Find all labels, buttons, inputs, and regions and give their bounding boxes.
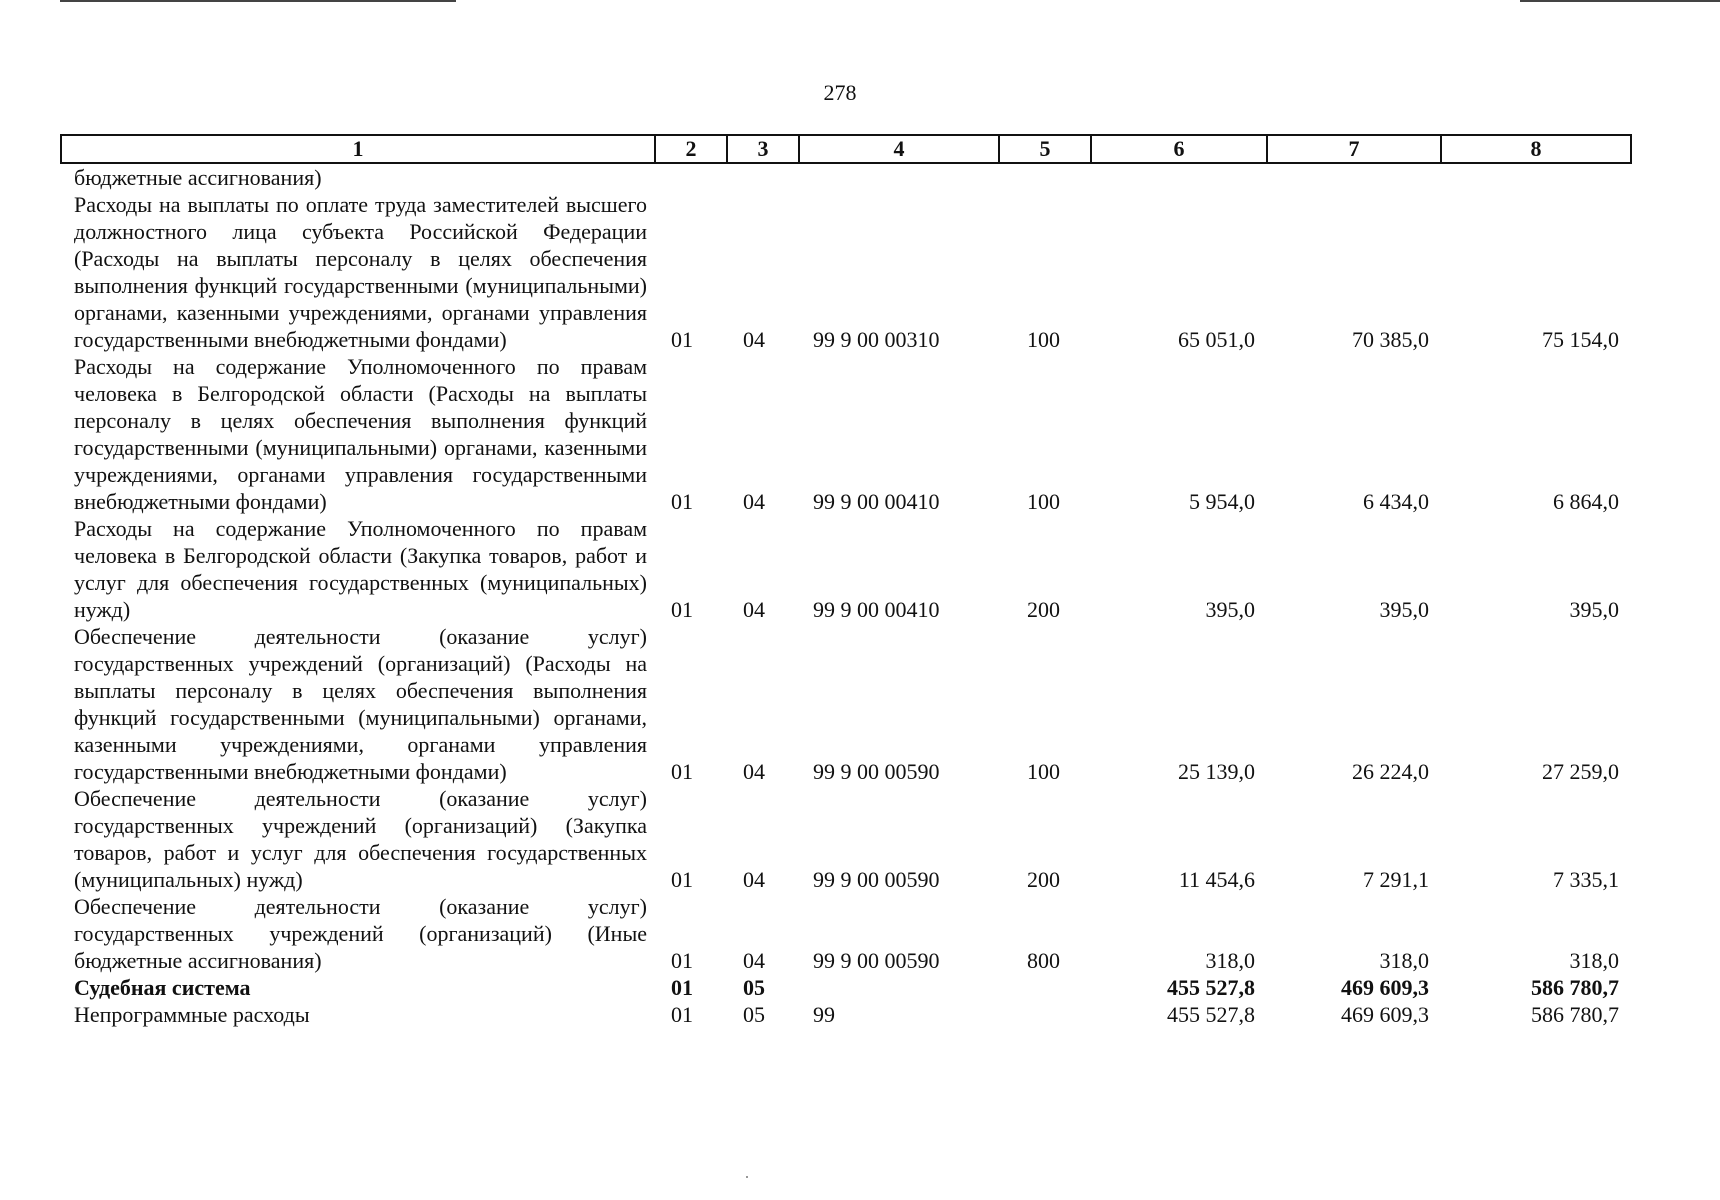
row-subsection: 04: [743, 597, 765, 622]
row-section: 01: [671, 489, 693, 514]
row-target-article: 99 9 00 00590: [813, 948, 940, 973]
row-expense-type: [999, 1001, 1091, 1028]
row-description: Непрограммные расходы: [74, 1002, 310, 1027]
table-row: [61, 623, 1631, 785]
row-section: 01: [671, 867, 693, 892]
row-description: Расходы на содержание Уполномоченного по правам человека в Белгородской области (Расходы на выплаты персоналу в целях обеспечения выполнения функций государственными (муниципальными) органами, казенными учреждениями, органами управления государственными внебюджетными фондами): [74, 354, 647, 514]
row-section: 01: [671, 327, 693, 352]
budget-table: [60, 134, 1632, 1028]
row-description: Обеспечение деятельности (оказание услуг) государственных учреждений (организаций) (Закупка товаров, работ и услуг для обеспечения государственных (муниципальных) нужд): [74, 786, 647, 892]
row-amount-col6: 318,0: [1205, 948, 1255, 973]
row-section: 01: [671, 759, 693, 784]
row-amount-col7: 6 434,0: [1363, 489, 1429, 514]
row-amount-col6: 395,0: [1205, 597, 1255, 622]
scan-speck: [746, 1176, 748, 1178]
row-expense-type: 100: [1027, 327, 1060, 352]
row-amount-col8: 7 335,1: [1553, 867, 1619, 892]
row-amount-col8: [1441, 163, 1631, 191]
row-amount-col6: [1091, 163, 1267, 191]
row-amount-col8: 6 864,0: [1553, 489, 1619, 514]
row-amount-col8: 75 154,0: [1542, 327, 1619, 352]
column-header-3: 3: [727, 135, 799, 163]
row-amount-col8: 586 780,7: [1531, 975, 1619, 1000]
row-amount-col7: 70 385,0: [1352, 327, 1429, 352]
row-expense-type: [999, 974, 1091, 1001]
row-subsection: 04: [743, 489, 765, 514]
row-target-article: 99 9 00 00590: [813, 759, 940, 784]
row-section: 01: [671, 975, 693, 1000]
row-expense-type: 200: [1027, 597, 1060, 622]
row-target-article: [799, 163, 999, 191]
row-amount-col7: 7 291,1: [1363, 867, 1429, 892]
row-amount-col6: 25 139,0: [1178, 759, 1255, 784]
table-row: [61, 163, 1631, 191]
row-amount-col7: 469 609,3: [1341, 1002, 1429, 1027]
row-subsection: 05: [743, 1002, 765, 1027]
row-expense-type: 100: [1027, 489, 1060, 514]
table-row: [61, 1001, 1631, 1028]
column-header-7: 7: [1267, 135, 1441, 163]
row-amount-col6: 5 954,0: [1189, 489, 1255, 514]
column-header-2: 2: [655, 135, 727, 163]
table-row: [61, 353, 1631, 515]
row-amount-col6: 455 527,8: [1167, 975, 1255, 1000]
row-amount-col7: [1267, 163, 1441, 191]
row-section: 01: [671, 597, 693, 622]
row-description: Обеспечение деятельности (оказание услуг) государственных учреждений (организаций) (Расходы на выплаты персоналу в целях обеспечения выполнения функций государственными (муниципальными) органами, казенными учреждениями, органами управления государственными внебюджетными фондами): [74, 624, 647, 784]
row-target-article: [799, 974, 999, 1001]
row-amount-col6: 65 051,0: [1178, 327, 1255, 352]
table-row-section-total: [61, 974, 1631, 1001]
row-section: 01: [671, 1002, 693, 1027]
header-row: [61, 135, 1631, 163]
column-header-6: 6: [1091, 135, 1267, 163]
table-row: [61, 785, 1631, 893]
row-target-article: 99 9 00 00590: [813, 867, 940, 892]
row-expense-type: 200: [1027, 867, 1060, 892]
row-amount-col8: 395,0: [1569, 597, 1619, 622]
table-row: [61, 515, 1631, 623]
row-subsection: 05: [743, 975, 765, 1000]
row-amount-col7: 26 224,0: [1352, 759, 1429, 784]
row-amount-col7: 395,0: [1379, 597, 1429, 622]
row-subsection: 04: [743, 327, 765, 352]
row-amount-col8: 318,0: [1569, 948, 1619, 973]
row-target-article: 99 9 00 00410: [813, 597, 940, 622]
row-subsection: 04: [743, 948, 765, 973]
row-expense-type: [999, 163, 1091, 191]
table-row: [61, 191, 1631, 353]
page-number: 278: [823, 80, 857, 105]
row-description: Судебная система: [74, 975, 251, 1000]
row-target-article: 99: [813, 1002, 835, 1027]
column-header-5: 5: [999, 135, 1091, 163]
row-amount-col6: 455 527,8: [1167, 1002, 1255, 1027]
row-subsection: [727, 163, 799, 191]
row-amount-col8: 586 780,7: [1531, 1002, 1619, 1027]
row-section: 01: [671, 948, 693, 973]
column-header-8: 8: [1441, 135, 1631, 163]
row-subsection: 04: [743, 759, 765, 784]
row-description: Расходы на выплаты по оплате труда заместителей высшего должностного лица субъекта Российской Федерации (Расходы на выплаты персоналу в целях обеспечения выполнения функций государственными (муниципальными) органами, казенными учреждениями, органами управления государственными внебюджетными фондами): [74, 192, 647, 352]
scan-edge-left: [60, 0, 456, 2]
row-expense-type: 100: [1027, 759, 1060, 784]
scan-edge-right: [1520, 0, 1720, 2]
row-description: Расходы на содержание Уполномоченного по правам человека в Белгородской области (Закупка товаров, работ и услуг для обеспечения государственных (муниципальных) нужд): [74, 516, 647, 622]
row-section: [655, 163, 727, 191]
column-header-4: 4: [799, 135, 999, 163]
row-amount-col7: 469 609,3: [1341, 975, 1429, 1000]
row-subsection: 04: [743, 867, 765, 892]
row-amount-col8: 27 259,0: [1542, 759, 1619, 784]
row-description: бюджетные ассигнования): [74, 165, 322, 190]
row-expense-type: 800: [1027, 948, 1060, 973]
row-amount-col6: 11 454,6: [1178, 867, 1255, 892]
row-target-article: 99 9 00 00410: [813, 489, 940, 514]
row-amount-col7: 318,0: [1379, 948, 1429, 973]
row-description: Обеспечение деятельности (оказание услуг) государственных учреждений (организаций) (Иные бюджетные ассигнования): [74, 894, 647, 973]
table-row: [61, 893, 1631, 974]
column-header-1: 1: [61, 135, 655, 163]
row-target-article: 99 9 00 00310: [813, 327, 940, 352]
